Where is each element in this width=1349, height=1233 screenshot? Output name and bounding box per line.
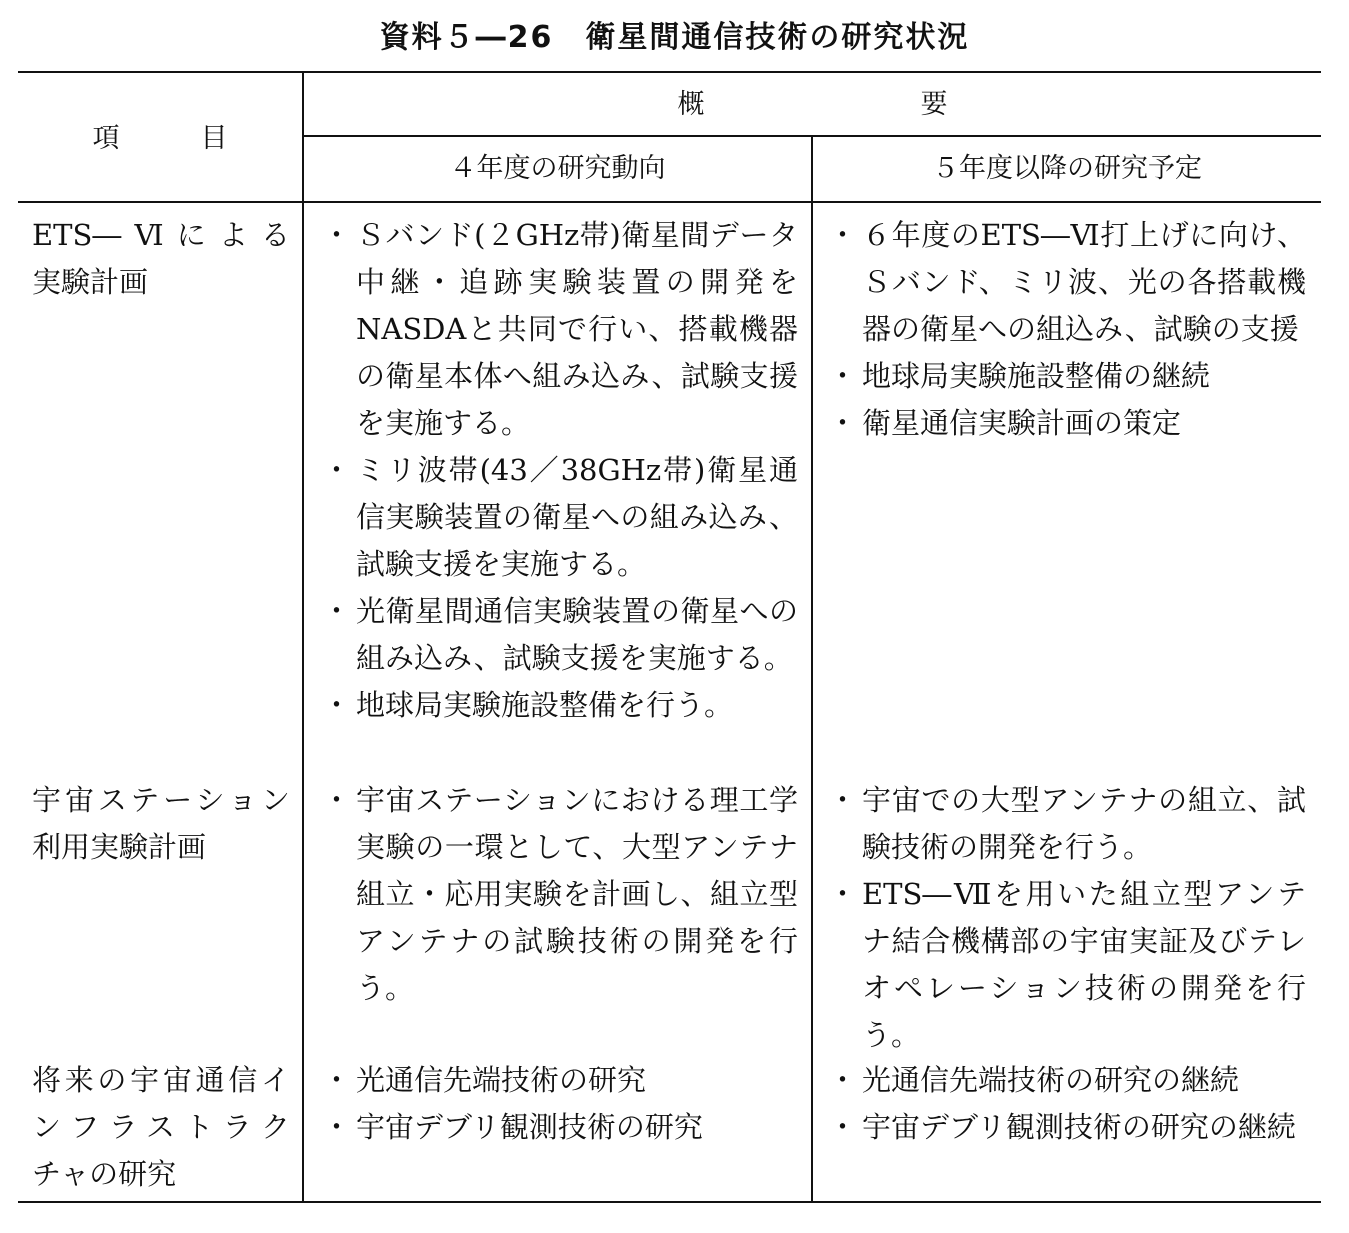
row-item-line: 利用実験計画 [32, 830, 207, 864]
table-top-rule [18, 71, 1321, 73]
list-item: ・ 宇宙での大型アンテナの組立、試験技術の開発を行う。 [832, 777, 1306, 871]
list-item: ・ 衛星通信実験計画の策定 [832, 400, 1306, 447]
list-item: ・ 地球局実験施設整備の継続 [832, 353, 1306, 400]
row-item-line: ETS―Ⅵによる [32, 218, 290, 252]
row-fy4-space-station [326, 777, 798, 1012]
row-item-space-station [32, 777, 290, 871]
row-item-ets6 [32, 212, 290, 306]
row-item-line: 将来の宇宙通信イ [32, 1063, 290, 1097]
row-item-line: ンフラストラク [32, 1110, 290, 1144]
header-fy4: ４年度の研究動向 [449, 153, 666, 184]
item-column-divider [302, 72, 304, 1202]
list-item: ・ 地球局実験施設整備を行う。 [326, 682, 798, 729]
page-title: 資料５―26 衛星間通信技術の研究状況 [379, 20, 970, 55]
header-bottom-rule [18, 201, 1321, 203]
row-fy5-ets6 [832, 212, 1306, 447]
row-item-line: 実験計画 [32, 265, 149, 299]
row-fy4-ets6 [326, 212, 798, 729]
list-item: ・ 宇宙ステーションにおける理工学実験の一環として、大型アンテナ組立・応用実験を計画し、組立型アンテナの試験技術の開発を行う。 [326, 777, 798, 1012]
row-item-line: 宇宙ステーション [32, 783, 290, 817]
list-item: ・ ６年度のETS―Ⅵ打上げに向け、Ｓバンド、ミリ波、光の各搭載機器の衛星への組込み、試験の支援 [832, 212, 1306, 353]
table-bottom-rule [18, 1201, 1321, 1203]
list-item: ・ 宇宙デブリ観測技術の研究 [326, 1104, 798, 1151]
row-fy5-space-station [832, 777, 1306, 1059]
list-item: ・ ミリ波帯(43／38GHz帯)衛星通信実験装置の衛星への組み込み、試験支援を実施する。 [326, 447, 798, 588]
list-item: ・ 光通信先端技術の研究の継続 [832, 1057, 1306, 1104]
row-item-line: チャの研究 [32, 1157, 177, 1191]
header-item: 項 目 [92, 123, 228, 154]
header-fy5: ５年度以降の研究予定 [932, 153, 1202, 184]
list-item: ・ Ｓバンド(２GHz帯)衛星間データ中継・追跡実験装置の開発をNASDAと共同で行い、搭載機器の衛星本体へ組み込み、試験支援を実施する。 [326, 212, 798, 447]
header-overview: 概 要 [677, 89, 948, 120]
list-item: ・ ETS―Ⅶを用いた組立型アンテナ結合機構部の宇宙実証及びテレオペレーション技術の開発を行う。 [832, 871, 1306, 1059]
list-item: ・ 宇宙デブリ観測技術の研究の継続 [832, 1104, 1306, 1151]
list-item: ・ 光衛星間通信実験装置の衛星への組み込み、試験支援を実施する。 [326, 588, 798, 682]
list-item: ・ 光通信先端技術の研究 [326, 1057, 798, 1104]
row-item-future-infra [32, 1057, 290, 1198]
row-fy4-future-infra [326, 1057, 798, 1151]
fy-column-divider [811, 136, 813, 1202]
row-fy5-future-infra [832, 1057, 1306, 1151]
